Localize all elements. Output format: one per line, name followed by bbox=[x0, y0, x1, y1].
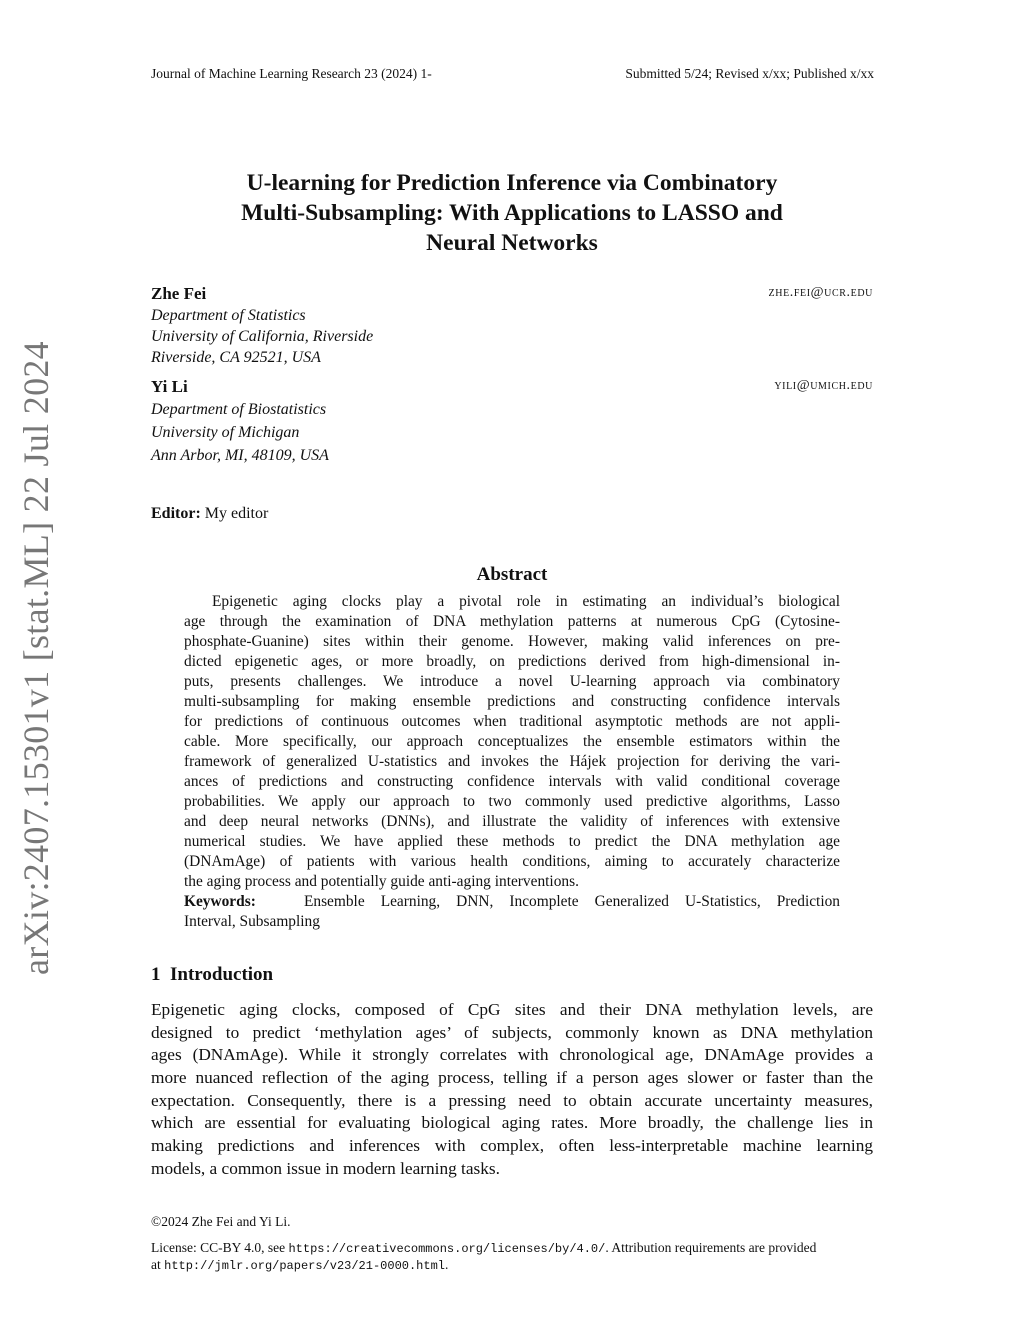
paper-title bbox=[151, 168, 873, 258]
keywords-label: Keywords: bbox=[184, 893, 256, 910]
body-line: Epigenetic aging clocks, composed of CpG sites and their DNA methylation levels, are bbox=[151, 1000, 873, 1019]
abstract-line: cable. More specifically, our approach conceptualizes the ensemble estimators within the bbox=[184, 733, 840, 750]
editor-value: My editor bbox=[204, 505, 269, 522]
abstract-line: (DNAmAge) of patients with various health conditions, aiming to accurately characterize bbox=[184, 853, 840, 870]
license-prefix: License: CC-BY 4.0, see bbox=[151, 1240, 289, 1255]
body-line: ages (DNAmAge). While it strongly correlates with chronological age, DNAmAge provides a bbox=[151, 1045, 873, 1065]
arxiv-stamp: arXiv:2407.15301v1 [stat.ML] 22 Jul 2024 bbox=[16, 341, 56, 975]
keywords-line bbox=[184, 892, 840, 912]
body-line: making predictions and inferences with complex, often less-interpretable machine learning bbox=[151, 1136, 873, 1156]
body-line: designed to predict ‘methylation ages’ of subjects, commonly known as DNA methylation bbox=[151, 1022, 873, 1042]
body-line: more nuanced reflection of the aging process, telling if a person ages slower or faster than the bbox=[151, 1068, 873, 1088]
abstract-line: age through the examination of DNA methylation patterns at numerous CpG (Cytosine- bbox=[184, 613, 840, 630]
license-mid: . Attribution requirements are provided bbox=[605, 1240, 817, 1255]
author-block bbox=[151, 377, 873, 467]
abstract-body bbox=[184, 592, 840, 932]
title-line: Neural Networks bbox=[426, 230, 598, 256]
abstract-line: framework of generalized U-statistics and invokes the Hájek projection for deriving the vari- bbox=[184, 753, 840, 770]
author-name: Zhe Fei bbox=[151, 284, 207, 303]
paper-link[interactable]: http://jmlr.org/papers/v23/21-0000.html bbox=[164, 1259, 445, 1273]
license-notice bbox=[151, 1240, 873, 1274]
keywords-line: Interval, Subsampling bbox=[184, 913, 320, 930]
author-institution: University of Michigan bbox=[151, 424, 300, 441]
author-department: Department of Statistics bbox=[151, 307, 306, 324]
abstract-line: Epigenetic aging clocks play a pivotal role in estimating an individual’s biological bbox=[212, 593, 840, 610]
journal-header: Journal of Machine Learning Research 23 (2024) 1- bbox=[151, 66, 432, 81]
section-title: Introduction bbox=[170, 964, 274, 985]
body-line: models, a common issue in modern learning tasks. bbox=[151, 1158, 500, 1178]
submission-dates: Submitted 5/24; Revised x/xx; Published x/xx bbox=[625, 66, 874, 81]
abstract-line: probabilities. We apply our approach to two commonly used predictive algorithms, Lasso bbox=[184, 793, 840, 810]
author-address: Ann Arbor, MI, 48109, USA bbox=[151, 447, 329, 464]
keywords-text: Ensemble Learning, DNN, Incomplete Generalized U-Statistics, Prediction bbox=[303, 893, 840, 910]
license-end: . bbox=[444, 1257, 449, 1272]
abstract-line: the aging process and potentially guide anti-aging interventions. bbox=[184, 873, 579, 890]
body-line: which are essential for evaluating biological aging rates. More broadly, the challenge lies in bbox=[151, 1113, 873, 1133]
abstract-heading: Abstract bbox=[476, 564, 548, 585]
abstract-line: and deep neural networks (DNNs), and illustrate the validity of inferences with extensive bbox=[184, 813, 840, 830]
author-email[interactable]: yili@umich.edu bbox=[774, 378, 873, 393]
title-line: Multi-Subsampling: With Applications to LASSO and bbox=[241, 200, 783, 226]
body-line: expectation. Consequently, there is a pressing need to obtain accurate uncertainty measures, bbox=[151, 1090, 873, 1110]
abstract-line: ances of predictions and constructing confidence intervals with valid conditional coverage bbox=[184, 773, 840, 790]
editor-line bbox=[151, 505, 268, 523]
author-department: Department of Biostatistics bbox=[151, 401, 327, 418]
abstract-line: multi-subsampling for making ensemble predictions and constructing confidence intervals bbox=[184, 693, 840, 710]
section-number: 1 bbox=[151, 964, 161, 985]
abstract-line: numerical studies. We have applied these methods to predict the DNA methylation age bbox=[184, 833, 840, 850]
abstract-line: for predictions of continuous outcomes when traditional asymptotic methods are not appli- bbox=[184, 713, 840, 730]
introduction-paragraph bbox=[151, 999, 873, 1181]
abstract-line: puts, presents challenges. We introduce a novel U-learning approach via combinatory bbox=[184, 673, 840, 690]
copyright-notice: ©2024 Zhe Fei and Yi Li. bbox=[151, 1214, 291, 1229]
author-address: Riverside, CA 92521, USA bbox=[151, 349, 321, 366]
license-at: at bbox=[151, 1257, 165, 1272]
license-link[interactable]: https://creativecommons.org/licenses/by/4.0/ bbox=[288, 1242, 606, 1256]
author-institution: University of California, Riverside bbox=[151, 328, 374, 345]
author-block bbox=[151, 284, 873, 368]
abstract-line: dicted epigenetic ages, or more broadly, on predictions derived from high-dimensional in- bbox=[184, 653, 840, 670]
section-heading bbox=[151, 964, 273, 986]
title-line: U-learning for Prediction Inference via Combinatory bbox=[246, 170, 778, 196]
abstract-line: phosphate-Guanine) sites within their genome. However, making valid inferences on pre- bbox=[184, 633, 840, 650]
author-email[interactable]: zhe.fei@ucr.edu bbox=[768, 285, 873, 300]
editor-label: Editor: bbox=[151, 505, 201, 522]
author-name: Yi Li bbox=[151, 377, 188, 396]
